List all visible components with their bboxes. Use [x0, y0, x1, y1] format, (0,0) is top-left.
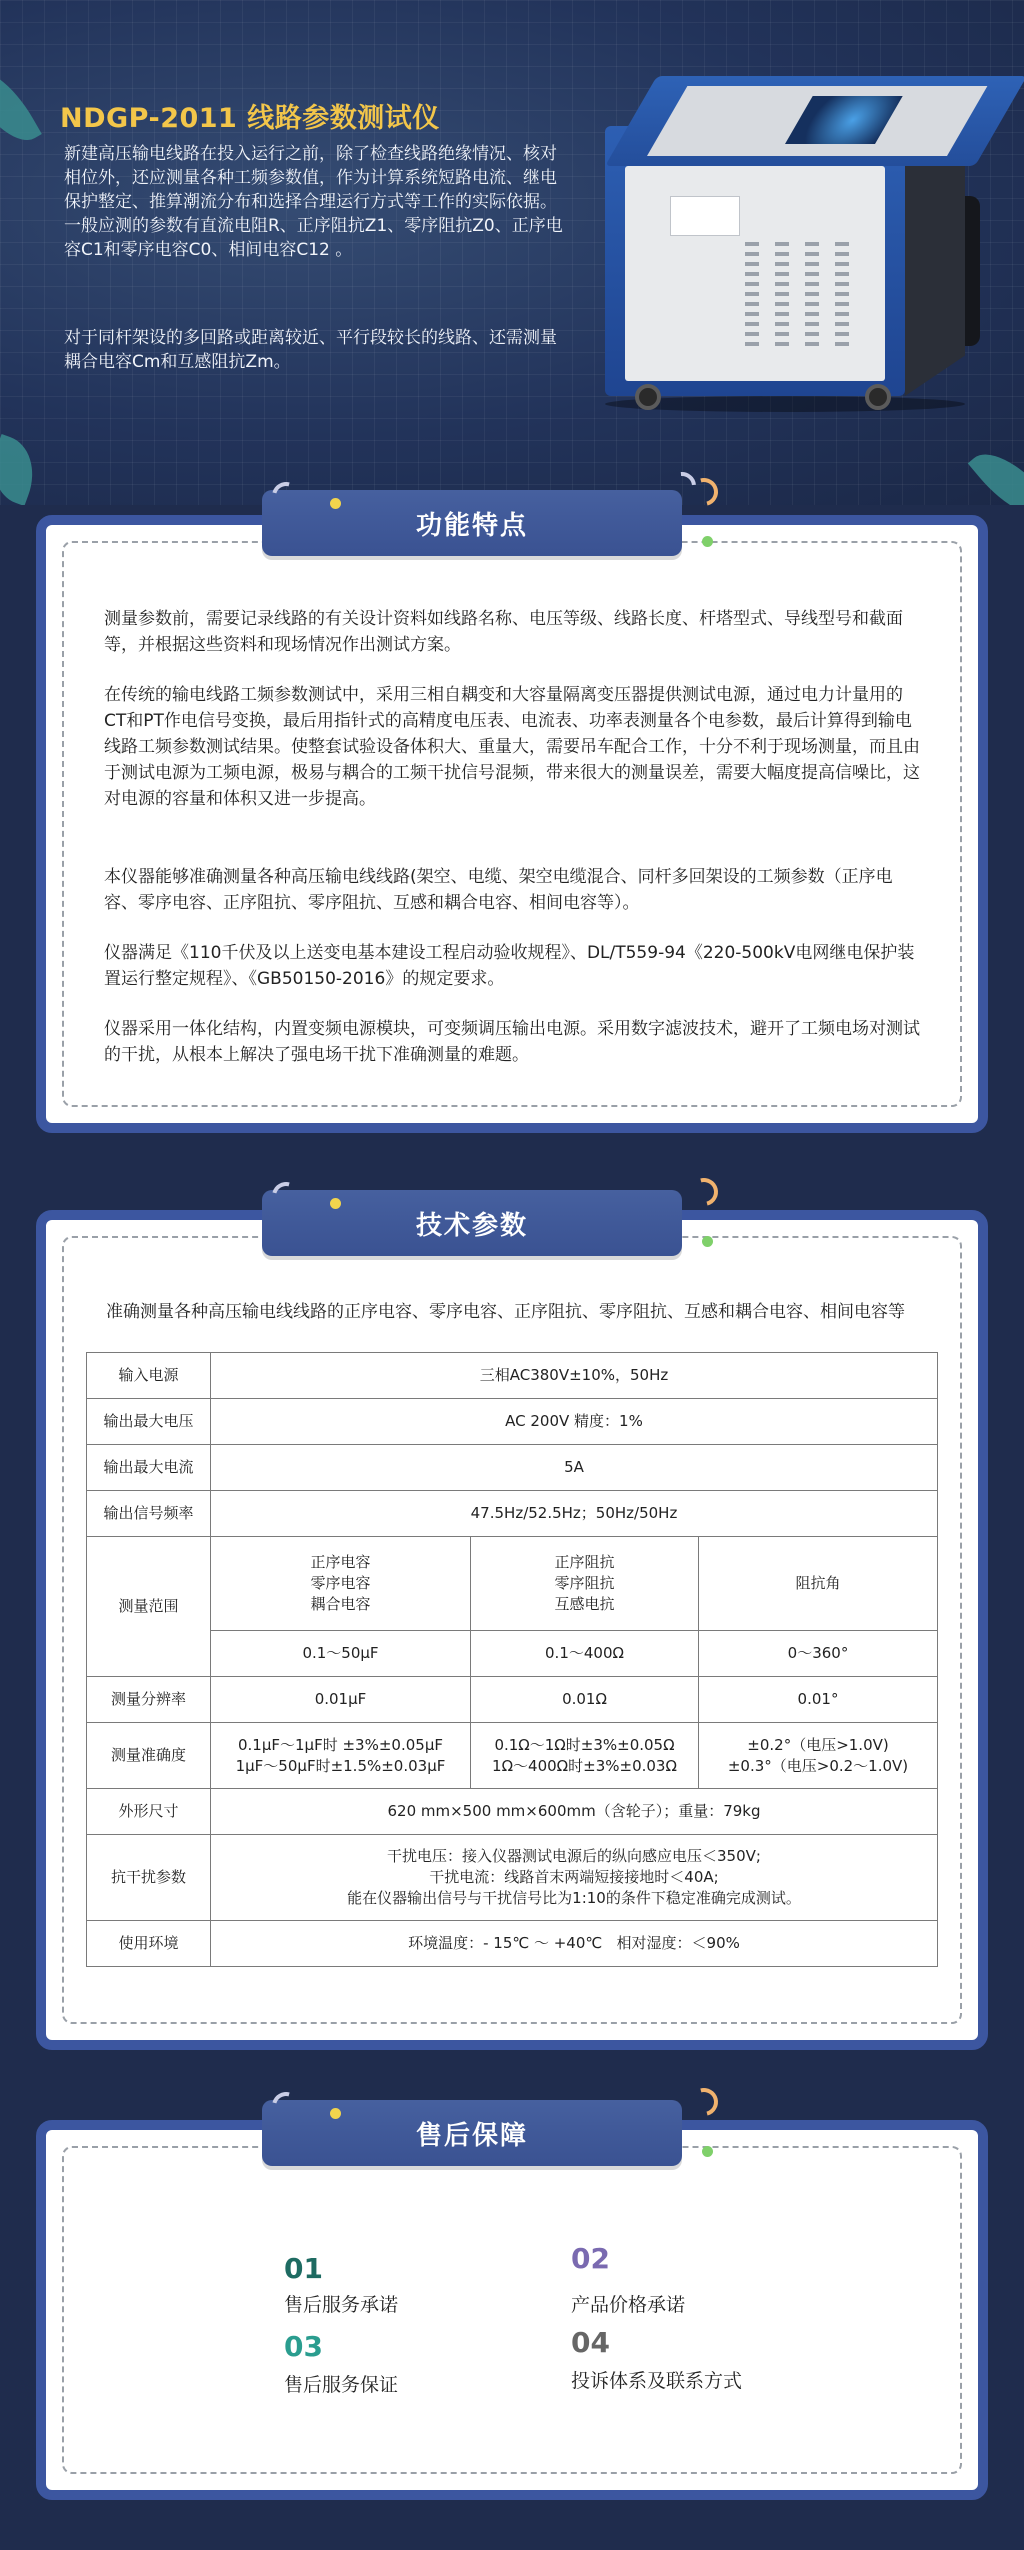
dot-decoration [330, 1198, 341, 1209]
cell-head: 正序电容 零序电容 耦合电容 [211, 1537, 471, 1631]
leaf-decoration [0, 434, 45, 505]
product-title: NDGP-2011 线路参数测试仪 [60, 103, 440, 134]
cell-value: AC 200V 精度：1% [211, 1399, 938, 1445]
arc-decoration [685, 1173, 723, 1211]
service-item-04: 投诉体系及联系方式 [571, 2370, 743, 2392]
service-number-04: 04 [571, 2326, 610, 2359]
cell-value: 0.01μF [211, 1677, 471, 1723]
table-row [87, 1835, 938, 1921]
cell-value: 三相AC380V±10%，50Hz [211, 1353, 938, 1399]
row-label: 输出最大电流 [87, 1445, 211, 1491]
row-label: 测量分辨率 [87, 1677, 211, 1723]
row-label: 测量范围 [87, 1537, 211, 1677]
section-badge-tech: 技术参数 [262, 1190, 682, 1256]
cell-value: 47.5Hz/52.5Hz；50Hz/50Hz [211, 1491, 938, 1537]
service-number-01: 01 [284, 2252, 323, 2285]
feature-paragraph-2: 在传统的输电线路工频参数测试中，采用三相自耦变和大容量隔离变压器提供测试电源，通过电力计量用的CT和PT作电信号变换，最后用指针式的高精度电压表、电流表、功率表测量各个电参数，最后计算得到输电线路工频参数测试结果。使整套试验设备体积大、重量大，需要吊车配合工作，十分不利于现场测量，而且由于测试电源为工频电源，极易与耦合的工频干扰信号混频，带来很大的测量误差，需要大幅度提高信噪比，这对电源的容量和体积又进一步提高。 [104, 685, 920, 809]
cell-value: ±0.2°（电压>1.0V) ±0.3°（电压>0.2～1.0V) [699, 1723, 938, 1789]
section-badge-service: 售后保障 [262, 2100, 682, 2166]
service-item-02: 产品价格承诺 [571, 2294, 686, 2316]
dot-decoration [330, 498, 341, 509]
service-number-03: 03 [284, 2330, 323, 2363]
service-item-01: 售后服务承诺 [284, 2294, 399, 2316]
intro-paragraph-2: 对于同杆架设的多回路或距离较近、平行段较长的线路、还需测量耦合电容Cm和互感阻抗Zm。 [64, 328, 557, 372]
product-image [585, 66, 985, 416]
tech-intro: 准确测量各种高压输电线线路的正序电容、零序电容、正序阻抗、零序阻抗、互感和耦合电容、相间电容等 [106, 1302, 905, 1322]
cell-value: 0.01Ω [471, 1677, 699, 1723]
intro-paragraph: 新建高压输电线路在投入运行之前，除了检查线路绝缘情况、核对相位外，还应测量各种工频参数值，作为计算系统短路电流、继电保护整定、推算潮流分布和选择合理运行方式等工作的实际依据。一般应测的参数有直流电阻R、正序阻抗Z1、零序阻抗Z0、正序电容C1和零序电容C0、相间电容C12 。 [64, 144, 563, 260]
table-row [87, 1921, 938, 1967]
table-row [87, 1491, 938, 1537]
table-row [87, 1631, 938, 1677]
feature-paragraph-5: 仪器采用一体化结构，内置变频电源模块，可变频调压输出电源。采用数字滤波技术，避开了工频电场对测试的干扰，从根本上解决了强电场干扰下准确测量的难题。 [104, 1019, 920, 1065]
table-row [87, 1399, 938, 1445]
row-label: 抗干扰参数 [87, 1835, 211, 1921]
row-label: 输出信号频率 [87, 1491, 211, 1537]
section-badge-features: 功能特点 [262, 490, 682, 556]
cell-value: 0.1μF～1μF时 ±3%±0.05μF 1μF～50μF时±1.5%±0.03μF [211, 1723, 471, 1789]
cell-value: 0.1Ω～1Ω时±3%±0.05Ω 1Ω～400Ω时±3%±0.03Ω [471, 1723, 699, 1789]
device-label-plate [670, 196, 740, 236]
service-card [36, 2120, 988, 2500]
leaf-decoration [968, 438, 1024, 505]
table-row [87, 1677, 938, 1723]
cell-value: 0.01° [699, 1677, 938, 1723]
table-row [87, 1537, 938, 1631]
cell-value: 0.1～50μF [211, 1631, 471, 1677]
service-number-02: 02 [571, 2242, 610, 2275]
table-row [87, 1445, 938, 1491]
cell-value: 0.1～400Ω [471, 1631, 699, 1677]
tech-params-card [36, 1210, 988, 2050]
leaf-decoration [0, 56, 42, 154]
cell-value: 干扰电压：接入仪器测试电源后的纵向感应电压＜350V; 干扰电流：线路首末两端短接接地时＜40A; 能在仪器输出信号与干扰信号比为1:10的条件下稳定准确完成测试。 [211, 1835, 938, 1921]
hero-section [0, 0, 1024, 505]
cell-value: 0～360° [699, 1631, 938, 1677]
service-item-03: 售后服务保证 [284, 2374, 399, 2396]
dashed-frame [62, 2146, 962, 2474]
row-label: 输入电源 [87, 1353, 211, 1399]
row-label: 外形尺寸 [87, 1789, 211, 1835]
cell-head: 正序阻抗 零序阻抗 互感电抗 [471, 1537, 699, 1631]
feature-paragraph-3: 本仪器能够准确测量各种高压输电线线路(架空、电缆、架空电缆混合、同杆多回架设的工频参数（正序电容、零序电容、正序阻抗、零序阻抗、互感和耦合电容、相间电容等）。 [104, 867, 893, 913]
row-label: 测量准确度 [87, 1723, 211, 1789]
table-row [87, 1723, 938, 1789]
cell-value: 环境温度：- 15℃ ～ +40℃ 相对湿度：＜90% [211, 1921, 938, 1967]
dot-decoration [702, 1236, 713, 1247]
cell-head: 阻抗角 [699, 1537, 938, 1631]
row-label: 使用环境 [87, 1921, 211, 1967]
dot-decoration [702, 2146, 713, 2157]
arc-decoration [685, 2083, 723, 2121]
row-label: 输出最大电压 [87, 1399, 211, 1445]
dot-decoration [702, 536, 713, 547]
dot-decoration [330, 2108, 341, 2119]
table-row [87, 1353, 938, 1399]
feature-paragraph-4: 仪器满足《110千伏及以上送变电基本建设工程启动验收规程》、DL/T559-94《220-500kV电网继电保护装置运行整定规程》、《GB50150-2016》的规定要求。 [104, 943, 915, 989]
feature-paragraph-1: 测量参数前，需要记录线路的有关设计资料如线路名称、电压等级、线路长度、杆塔型式、导线型号和截面等，并根据这些资料和现场情况作出测试方案。 [104, 609, 903, 655]
cell-value: 5A [211, 1445, 938, 1491]
cell-value: 620 mm×500 mm×600mm（含轮子）；重量：79kg [211, 1789, 938, 1835]
table-row [87, 1789, 938, 1835]
spec-table [86, 1352, 938, 1967]
